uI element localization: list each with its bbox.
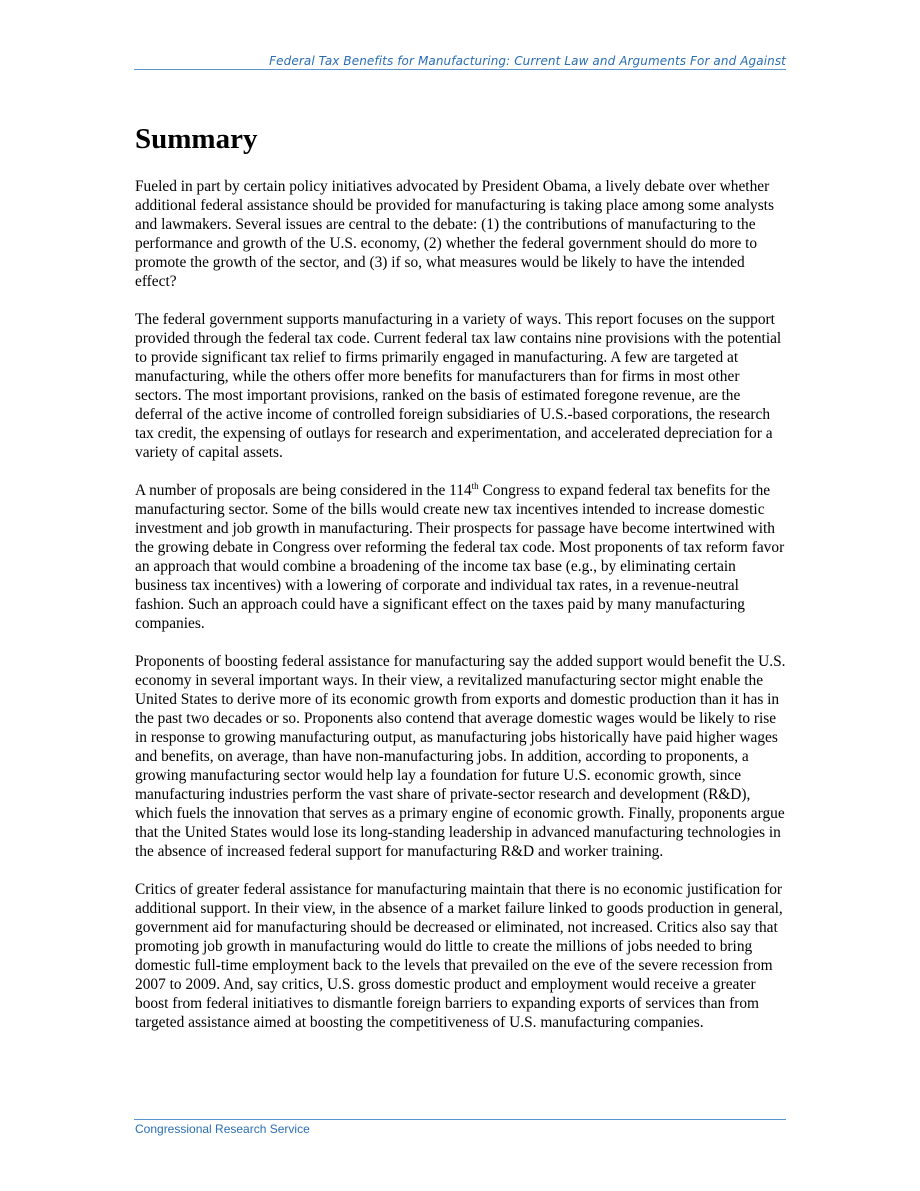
running-footer: Congressional Research Service xyxy=(135,1122,310,1136)
footer-divider xyxy=(134,1119,786,1120)
summary-body xyxy=(135,177,787,1051)
paragraph-4: Proponents of boosting federal assistance for manufacturing say the added support would benefit the U.S. economy in several important ways. In their view, a revitalized manufacturing sector might enable the United States to derive more of its economic growth from exports and domestic production than it has in the past two decades or so. Proponents also contend that average domestic wages would be likely to rise in response to growing manufacturing output, as manufacturing jobs historically have paid higher wages and benefits, on average, than have non-manufacturing jobs. In addition, according to proponents, a growing manufacturing sector would help lay a foundation for future U.S. economic growth, since manufacturing industries perform the vast share of private-sector research and development (R&D), which fuels the innovation that serves as a primary engine of economic growth. Finally, proponents argue that the United States would lose its long-standing leadership in advanced manufacturing technologies in the absence of increased federal support for manufacturing R&D and worker training. xyxy=(135,653,786,860)
paragraph-5: Critics of greater federal assistance for manufacturing maintain that there is no economic justification for additional support. In their view, in the absence of a market failure linked to goods production in general, government aid for manufacturing should be decreased or eliminated, not increased. Critics also say that promoting job growth in manufacturing would do little to create the millions of jobs needed to bring domestic full-time employment back to the levels that prevailed on the eve of the severe recession from 2007 to 2009. And, say critics, U.S. gross domestic product and employment would receive a greater boost from federal initiatives to dismantle foreign barriers to expanding exports of services than from targeted assistance aimed at boosting the competitiveness of U.S. manufacturing companies. xyxy=(135,881,783,1031)
paragraph-3-lead: A number of proposals are being considered in the 114 xyxy=(135,482,472,499)
paragraph-1: Fueled in part by certain policy initiatives advocated by President Obama, a lively debate over whether additional federal assistance should be provided for manufacturing is taking place among some analysts and lawmakers. Several issues are central to the debate: (1) the contributions of manufacturing to the performance and growth of the U.S. economy, (2) whether the federal government should do more to promote the growth of the sector, and (3) if so, what measures would be likely to have the intended effect? xyxy=(135,178,774,290)
running-header: Federal Tax Benefits for Manufacturing: Current Law and Arguments For and Against xyxy=(269,54,786,68)
header-divider xyxy=(134,69,786,70)
paragraph-3 xyxy=(135,481,787,633)
section-heading: Summary xyxy=(135,123,258,155)
paragraph-2: The federal government supports manufacturing in a variety of ways. This report focuses on the support provided through the federal tax code. Current federal tax law contains nine provisions with the potential to provide significant tax relief to firms primarily engaged in manufacturing. A few are targeted at manufacturing, while the others offer more benefits for manufacturers than for firms in most other sectors. The most important provisions, ranked on the basis of estimated foregone revenue, are the deferral of the active income of controlled foreign subsidiaries of U.S.-based corporations, the research tax credit, the expensing of outlays for research and experimentation, and accelerated depreciation for a variety of capital assets. xyxy=(135,311,782,461)
paragraph-3-rest: Congress to expand federal tax benefits for the manufacturing sector. Some of the bills would create new tax incentives intended to increase domestic investment and job growth in manufacturing. Their prospects for passage have become intertwined with the growing debate in Congress over reforming the federal tax code. Most proponents of tax reform favor an approach that would combine a broadening of the income tax base (e.g., by eliminating certain business tax incentives) with a lowering of corporate and individual tax rates, in a revenue-neutral fashion. Such an approach could have a significant effect on the taxes paid by many manufacturing companies. xyxy=(135,482,785,632)
ordinal-superscript: th xyxy=(471,481,479,491)
